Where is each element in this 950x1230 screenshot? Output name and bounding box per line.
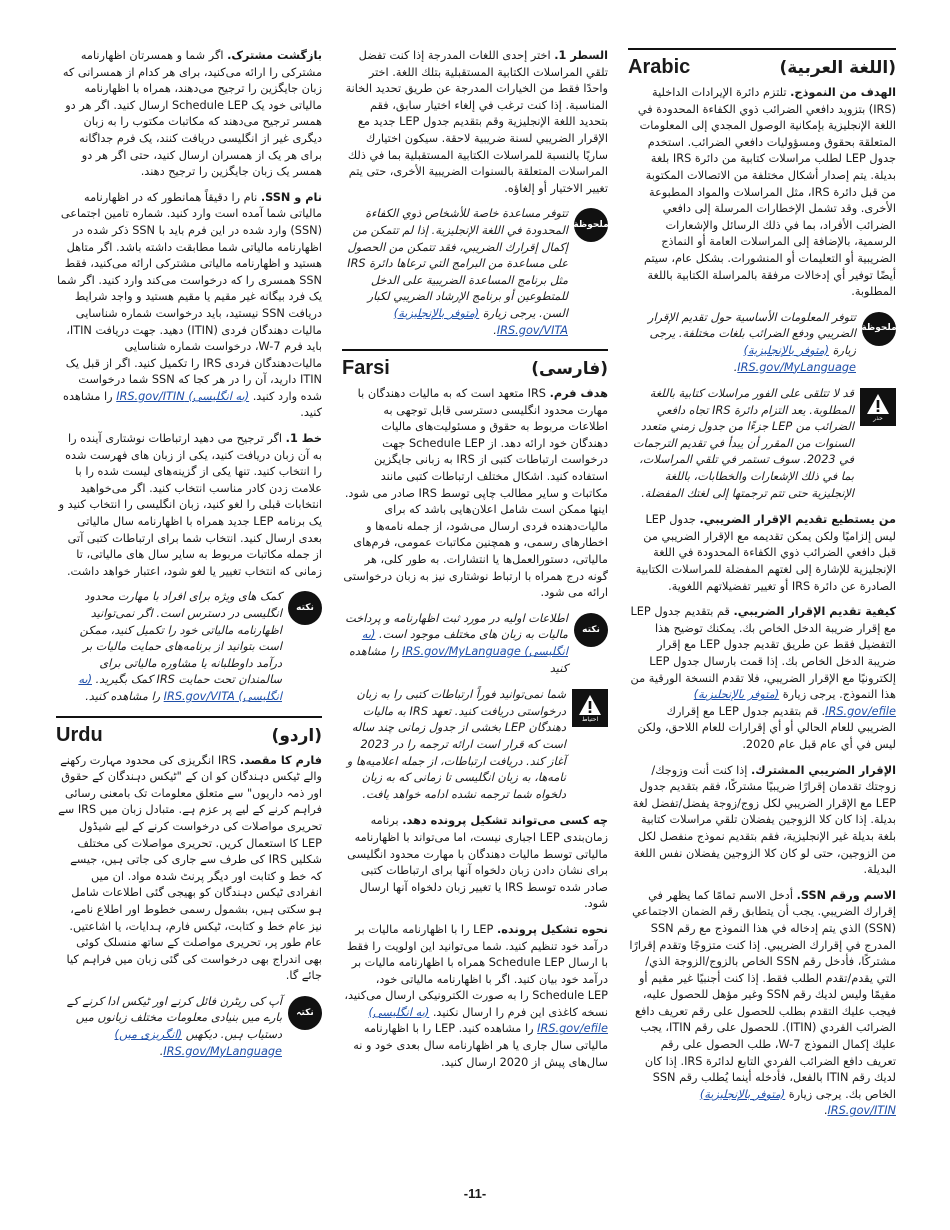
note-icon: نکته	[288, 591, 322, 625]
arabic-note-vita: ملحوظة تتوفر مساعدة خاصة للأشخاص ذوي الكفاءة المحدودة في اللغة الإنجليزية. إذا لم تتمكن من إكمال إقرارك الضريبي، فقد تتمكن من الحصول على مساعدة من البرامج التي ترعاها دائرة IRS مثل برنامج المساعدة الضريبية على الدخل للمتطوعين أو برنامج الإرشاد الضريبي لكبار السن. يرجى زيارة (متوفر بالإنجليزية) IRS.gov/VITA.	[347, 207, 609, 337]
link-mylanguage[interactable]: (انگریزی میں) IRS.gov/MyLanguage	[114, 1028, 282, 1058]
farsi-line1: خط 1. اگر ترجیح می دهید ارتباطات نوشتاری آینده را به آن زبان دریافت کنید، یکی از زبان های فهرست شده را انتخاب کنید. تنها یکی از گزینه‌های لیست شده را با علامت زدن کادر مناسب انتخاب کنید. اگر می‌خواهید انتخابات قبلی را لغو کنید، زبان انگلیسی را انتخاب کنید و یک برنامه LEP جدید همراه با اظهارنامه سال مالیاتی بعدی ارسال کنید. انتخاب شما برای ارتباطات کتبی آتی از جمله مکاتبات مربوط به سایر سال های مالیاتی، تا زمانی که انتخاب تغییر یا لغو شود، اعتبار خواهد داشت.	[58, 432, 322, 578]
farsi-who-can-file: چه کسی می‌تواند تشکیل پرونده دهد. برنامه زمان‌بندی LEP اجباری نیست، اما می‌تواند با اظهارنامه مالیاتی توسط مالیات دهندگان با مهارت محدود انگلیسی برای نشان دادن زبان دلخواه آنها برای ارتباطات کتبی صادر شده توسط IRS یا تغییر زبان دلخواه آنها ارسال شود.	[347, 814, 608, 911]
urdu-title-native: (اردو)	[271, 725, 322, 746]
link-mylanguage[interactable]: (متوفر بالإنجليزية) IRS.gov/MyLanguage	[737, 343, 856, 374]
arabic-who-can-file: من يستطيع تقديم الإقرار الضريبي. جدول LEP ليس إلزاميًا ولكن يمكن تقديمه مع الإقرار الضريبي من قبل دافعي الضرائب ذوي الكفاءة المحدودة في اللغة الإنجليزية للإشارة إلى لغتهم المفضلة للمراسلات الكتابية الصادرة عن دائرة IRS أو تغيير تفضيلاتهم اللغوية.	[635, 513, 896, 593]
farsi-purpose-paragraph: هدف فرم. IRS متعهد است که به مالیات دهندگان با مهارت محدود انگلیسی دسترسی قابل توجهی به اطلاعات مربوط به حقوق و مسئولیت‌های مالیات دهندگان خود ارائه دهد. از Schedule LEP جهت درخواست ارتباطات کتبی از IRS به زبانی جایگزین استفاده کنید. اشکال مختلف ارتباطات کتبی مانند مکاتبات و سایر مطالب چاپی توسط IRS صادر می شود. اینها ممکن است شامل اعلان‌هایی باشد که برای مالیات‌دهنده فردی ارسال می‌شود، از جمله نامه‌ها و اخطارهای رسمی، و همچنین مکاتبات عمومی، فرم‌های مالیاتی، دستورالعمل‌ها یا انتشارات. به طور کلی، هر گونه درج همراه با ارتباط نوشتاری نیز به زبان درخواستی ارائه می شود.	[343, 387, 608, 600]
farsi-title-en: Farsi	[342, 357, 390, 380]
farsi-note-mylanguage: نکته اطلاعات اولیه در مورد ثبت اظهارنامه و پرداخت مالیات به زبان های مختلف موجود است. (به انگلیسی) IRS.gov/MyLanguage را مشاهده کنید	[342, 611, 608, 677]
farsi-title-native: (فارسی)	[531, 359, 608, 380]
arabic-how-to-file: كيفية تقديم الإقرار الضريبي. قم بتقديم جدول LEP مع إقرار ضريبة الدخل الخاص بك. يمكنك توضيح هذا التفضيل فقط عن طريق تقديم جدول LEP مع إقرار ضريبة الدخل الخاص بك. إذا قمت بارسال جدول LEP إلكترونيًا مع الإقرار الضريبي، فلا تقدم النسخة الورقية من هذا النموذج. يرجى زيارة (متوفر بالإنجليزية) IRS.gov/efile. قم بتقديم جدول LEP مع إقرارك الضريبي للعام الحالي أو أي إقرارات للعام اللاحق، ولكن ليس في أي عام قبل عام 2020.	[630, 605, 896, 751]
link-vita[interactable]: (متوفر بالإنجليزية) IRS.gov/VITA	[393, 306, 568, 337]
urdu-title-en: Urdu	[56, 723, 103, 746]
arabic-title-en: Arabic	[628, 56, 691, 78]
arabic-note-mylanguage: ملحوظة تتوفر المعلومات الأساسية حول تقديم الإقرار الضريبي ودفع الضرائب بلغات مختلفة. يرجى زيارة (متوفر بالإنجليزية) IRS.gov/MyLanguage.	[648, 310, 897, 374]
arabic-title-native: (اللغة العربية)	[779, 58, 896, 78]
arabic-name-ssn: الاسم ورقم SSN. أدخل الاسم تمامًا كما يظهر في إقرارك الضريبي. يجب أن يتطابق رقم الضمان الاجتماعي (SSN) الذي يتم إدخاله في هذا النموذج مع رقم SSN المدرج في إقرارك الضريبي. إذا كنت متزوجًا وتقدم إقرارًا مشتركًا، فأدخل رقم SSN الخاص بالزوج/الزوجة الذي/التي يقدم/تقدم الطلب فقط. إذا كنت أجنبيًا غير مقيم أو مقيمًا وليس لديك رقم SSN وغير مؤهل للحصول عليه، فيجب عليك التقدم بطلب للحصول على رقم تعريف دافع الضرائب الفردي (ITIN). للحصول على رقم ITIN، يجب عليك إكمال النموذج W-7، طلب الحصول على رقم تعريف دافع الضرائب الفردي التابع لدائرة IRS. إذا كان لديك رقم ITIN بالفعل، فأدخله أينما يُطلب رقم SSN الخاص بك. يرجى زيارة (متوفر بالإنجليزية) IRS.gov/ITIN.	[629, 888, 896, 1118]
note-icon: نکتہ	[288, 996, 322, 1030]
farsi-caution: احتیاط شما نمی‌توانید فوراً ارتباطات کتبی را به زبان درخواستی دریافت کنید. تعهد IRS به مالیات دهندگان LEP بخشی از جدول زمانی چند ساله است که قرار است ارائه ترجمه را در 2023 آغاز کند. دریافت ارتباطات، از جمله اعلامیه‌ها و نامه‌ها، به زبان انگلیسی تا زمانی که به زبان دلخواه شما ترجمه نشده ادامه خواهد یافت.	[342, 687, 608, 803]
arabic-joint-return: الإقرار الضريبي المشترك. إذا كنت أنت وزوجك/زوجتك تقدمان إقرارًا ضريبيًا مشتركًا، فقم بتقديم جدول LEP مع الإقرار الضريبي لكل زوج/زوجة يفضل/تفضل لغة بديلة. إذا كان كلا الزوجين يفضلان تلقي مراسلات كتابية بلغة بديلة غير الإنجليزية، فقم بتقديم نموذج منفصل لكل من الزوجين، حتى لو كان كلا الزوجين يفضلان نفس اللغة البديلة.	[632, 763, 896, 877]
farsi-name-ssn: نام و SSN. نام را دقیقاً همانطور که در اظهارنامه مالیاتی شما آمده است وارد کنید. شماره تامین اجتماعی (SSN) وارد شده در این فرم باید با SSN ذکر شده در اظهارنامه مالیاتی شما مطابقت داشته باشد. اگر متاهل هستید و اظهارنامه مالیاتی مشترکی ارائه می‌کنید، فقط SSN همسری را که درخواست می‌کند وارد کنید. اگر شما یک فرد بیگانه غیر مقیم یا مقیم هستید و واجد شرایط دریافت SSN نیستید، باید درخواست شماره شناسایی مالیات دهندگان فردی (ITIN) دهید. جهت دریافت ITIN، باید فرم W-7، درخواست شماره شناسایی مالیات‌دهندگان فردی IRS را تکمیل کنید. اگر از قبل یک ITIN دارید، آن را در هر کجا که SSN شما درخواست شده وارد کنید. (به انگلیسی) IRS.gov/ITIN را مشاهده کنید.	[57, 190, 322, 420]
arabic-caution: حذر قد لا تتلقى على الفور مراسلات كتابية باللغة المطلوبة. يعد التزام دائرة IRS تجاه دافعي الضرائب من LEP جزءًا من جدول زمني متعدد السنوات من المقرر أن يبدأ في تقديم الترجمات في 2023. سوف تستمر في تلقي المراسلات، بما في ذلك الإشعارات والخطابات، باللغة الإنجليزية حتى تتم ترجمتها إلى لغتك المفضلة.	[628, 386, 896, 502]
urdu-note-mylanguage: نکتہ آپ کی ریٹرن فائل کرنے اور ٹیکس ادا کرنے کے بارے میں بنیادی معلومات مختلف زبانوں میں دستیاب ہیں. دیکھیں (انگریزی میں) IRS.gov/MyLanguage.	[56, 994, 322, 1060]
caution-icon: احتیاط	[572, 689, 608, 727]
arabic-line1: السطر 1. اختر إحدى اللغات المدرجة إذا كنت تفضل تلقي المراسلات الكتابية المستقبلية بتلك اللغة. اختر واحدًا فقط من الخيارات المدرجة عن طريق تحديد الخانة المناسبة. إذا كنت ترغب في إلغاء اختيار سابق، فقم بتحديد اللغة الإنجليزية وقم بتقديم جدول LEP جديد مع الإقرار الضريبي لسنة ضريبية لاحقة. سيكون اختيارك ساريًا بالنسبة للمراسلات الكتابية المستقبلية بما في ذلك المراسلات المتعلقة بالسنوات الضريبية الأخرى، حتى يتم تغيير الاختيار أو إلغاؤه.	[345, 49, 608, 195]
left-column	[56, 48, 322, 1070]
link-efile[interactable]: (متوفر بالإنجليزية) IRS.gov/efile	[693, 688, 896, 718]
urdu-section-heading	[56, 716, 322, 749]
farsi-how-to-file: نحوه تشکیل پرونده. LEP را با اظهارنامه مالیات بر درآمد خود تنظیم کنید. شما می‌توانید این اولویت را فقط با ارسال Schedule LEP همراه با اظهارنامه مالیات بر درآمد خود بیان کنید. اگر با اظهارنامه مالیاتی خود، Schedule LEP را به صورت الکترونیکی ارسال می‌کنید، نسخه کاغذی این فرم را ارسال نکنید. (به انگلیسی) IRS.gov/efile را مشاهده کنید. LEP را با اظهارنامه مالیاتی سال جاری یا هر اظهارنامه سال بعدی خود و نه سال‌های پیش از 2020 ارسال کنید.	[344, 922, 608, 1069]
farsi-joint-return: بازگشت مشترک. اگر شما و همسرتان اظهارنامه مشترکی را ارائه می‌کنید، برای هر کدام از همسرانی که زبان جایگزین را ترجیح می‌دهند، همراه با اظهارنامه مالیاتی خود یک Schedule LEP ارسال کنید. اگر هر دو همسر ترجیح می‌دهند که مکاتبات مکتوب را به زبان دیگری غیر از انگلیسی دریافت کنند، یک فرم جداگانه برای هر یک از همسران ارسال کنید، حتی اگر هر دو همسر یک زبان جایگزین را ترجیح دهند.	[62, 49, 322, 179]
link-efile[interactable]: (به انگلیسی) IRS.gov/efile	[368, 1005, 608, 1036]
link-itin[interactable]: (متوفر بالإنجليزية) IRS.gov/ITIN	[699, 1087, 896, 1118]
arabic-column	[628, 48, 896, 1129]
link-mylanguage[interactable]: (به انگلیسی) IRS.gov/MyLanguage	[361, 628, 568, 658]
urdu-purpose-paragraph: فارم کا مقصد. IRS انگریزی کی محدود مہارت رکھنے والے ٹیکس دہندگان کو ان کے "ٹیکس دہندگان کے حقوق اور ذمہ داریوں" سے متعلق معلومات تک بامعنی رسائی فراہم کرنے کے لیے پر عزم ہے. متبادل زبان میں IRS سے تحریری مواصلات کی درخواست کرنے کے لیے شیڈول LEP کا استعمال کریں. تحریری مواصلات کی مختلف شکلیں IRS کی طرف سے جاری کی جاتی ہیں، جیسے کہ خط و کتابت اور دیگر پرنٹ شدہ مواد. ان میں انفرادی ٹیکس دہندگان کو بھیجی گئی اطلاعات شامل ہو سکتی ہیں، بشمول رسمی خطوط اور اطلاع نامے، نیز عام خط و کتابت، ٹیکس فارم، ہدایات، یا اشاعتیں. عام طور پر، تحریری مواصلت کے ساتھ منسلک کوئی بھی اندراج بھی درخواست کی گئی زبان میں فراہم کیا جائے گا.	[58, 753, 322, 983]
note-icon: ملحوظة	[862, 312, 896, 346]
link-itin[interactable]: (به انگلیسی) IRS.gov/ITIN	[116, 389, 250, 403]
caution-icon: حذر	[860, 388, 896, 426]
link-vita[interactable]: (به انگلیسی) IRS.gov/VITA	[78, 673, 282, 703]
arabic-section-heading	[628, 48, 896, 81]
note-icon: ملحوظة	[574, 208, 608, 242]
page-number: -11-	[463, 1186, 487, 1201]
note-icon: نکته	[574, 613, 608, 647]
farsi-note-vita: نکته کمک های ویژه برای افراد با مهارت محدود انگلیسی در دسترس است. اگر نمی‌توانید اظهارنامه مالیاتی خود را تکمیل کنید، ممکن است بتوانید از برنامه‌های حمایت مالیات بر درآمد داوطلبانه یا مشاوره مالیاتی برای سالمندان تحت حمایت IRS کمک بگیرید. (به انگلیسی) IRS.gov/VITA را مشاهده کنید.	[56, 589, 322, 705]
middle-column	[342, 48, 608, 1080]
arabic-purpose-paragraph: الهدف من النموذج. تلتزم دائرة الإيرادات الداخلية (IRS) بتزويد دافعي الضرائب ذوي الكفاءة المحدودة في اللغة الإنجليزية بإمكانية الوصول المجدي إلى المعلومات المتعلقة بحقوق ومسؤوليات دافعي الضرائب. استخدم جدول LEP لطلب مراسلات كتابية من دائرة IRS بلغة بديلة. يتم إصدار أشكال مختلفة من الاتصالات المكتوبة من قبل دائرة IRS، مثل المراسلات والمواد المطبوعة الأخرى. وقد تشمل الإخطارات المرسلة إلى دافعي الضرائب الأفراد، بما في ذلك الرسائل والإشعارات الرسمية، بالإضافة إلى المراسلات العامة أو النماذج الضريبية أو التعليمات أو المنشورات. بشكل عام، سيتم أيضًا توفير أي إدخالات مرفقة بالمراسلة الكتابية باللغة المطلوبة.	[637, 86, 896, 299]
farsi-section-heading	[342, 349, 608, 382]
